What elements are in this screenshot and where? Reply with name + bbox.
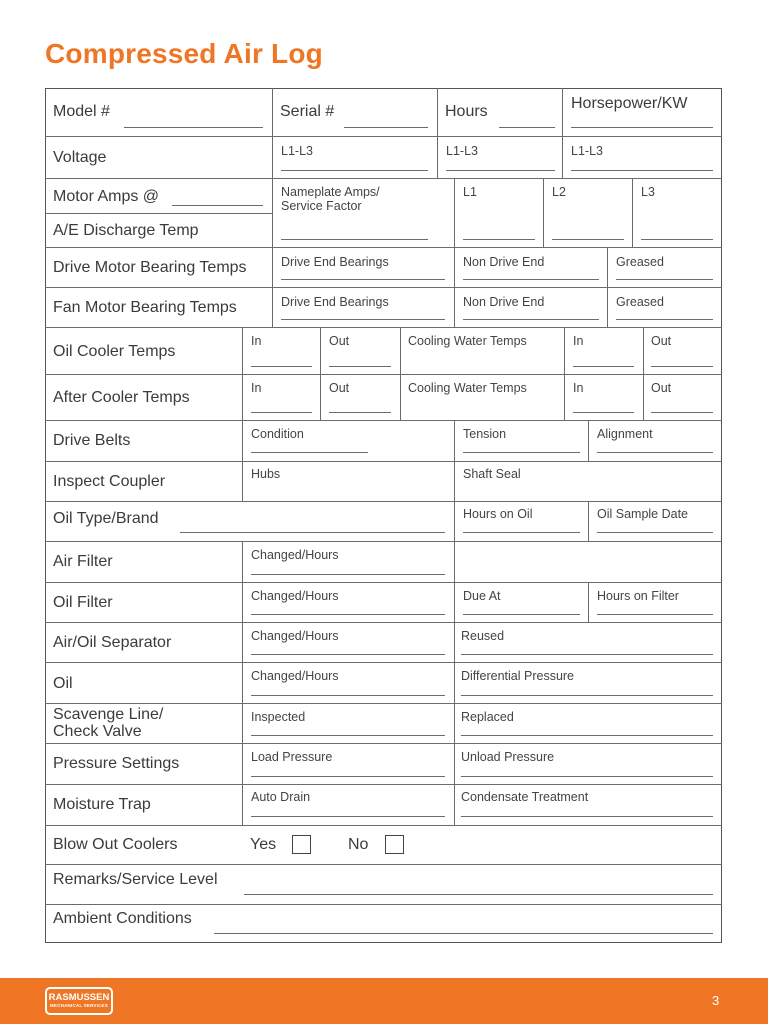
- footer-bar: [0, 978, 768, 1024]
- after-cooler-in-label: In: [251, 381, 262, 395]
- oil-cooler-in2-label: In: [573, 334, 584, 348]
- row-divider: [45, 287, 722, 288]
- pressure-settings-label: Pressure Settings: [53, 755, 180, 772]
- logo-name: RASMUSSEN: [48, 992, 110, 1003]
- oil-filter-label: Oil Filter: [53, 594, 113, 611]
- due-at-label: Due At: [463, 589, 501, 603]
- after-cooler-in-field[interactable]: [251, 412, 312, 413]
- amps-l3-label: L3: [641, 185, 655, 199]
- drive-end-bearings-field[interactable]: [281, 279, 445, 280]
- model-field[interactable]: [124, 127, 263, 128]
- col-divider: [242, 541, 243, 825]
- nameplate-amps-field[interactable]: [281, 239, 428, 240]
- auto-drain-field[interactable]: [251, 816, 445, 817]
- non-drive-end-label: Non Drive End: [463, 255, 545, 269]
- row-divider: [45, 136, 722, 137]
- row-divider: [45, 178, 722, 179]
- voltage-l1-label: L1-L3: [281, 144, 313, 158]
- scavenge-line-label: Scavenge Line/: [53, 706, 164, 723]
- col-divider: [607, 247, 608, 327]
- row-divider: [45, 420, 722, 421]
- motor-amps-field[interactable]: [172, 205, 263, 206]
- nameplate-amps-label: Nameplate Amps/ Service Factor: [281, 185, 380, 213]
- greased-field[interactable]: [616, 279, 713, 280]
- horsepower-field[interactable]: [571, 127, 713, 128]
- row-divider: [45, 784, 722, 785]
- drive-belts-label: Drive Belts: [53, 432, 131, 449]
- yes-label: Yes: [250, 836, 277, 853]
- load-pressure-label: Load Pressure: [251, 750, 333, 764]
- amps-l1-label: L1: [463, 185, 477, 199]
- model-label: Model #: [53, 103, 110, 120]
- col-divider: [320, 327, 321, 420]
- amps-l2-label: L2: [552, 185, 566, 199]
- voltage-label: Voltage: [53, 149, 107, 166]
- serial-field[interactable]: [344, 127, 428, 128]
- voltage-l3-field[interactable]: [571, 170, 713, 171]
- oil-cooler-out2-label: Out: [651, 334, 672, 348]
- col-divider: [454, 541, 455, 825]
- row-divider: [45, 622, 722, 623]
- drive-motor-bearing-label: Drive Motor Bearing Temps: [53, 259, 247, 276]
- oil-cooler-in2-field[interactable]: [573, 366, 634, 367]
- condition-label: Condition: [251, 427, 304, 441]
- oil-cooler-in-field[interactable]: [251, 366, 312, 367]
- oil-changed-field[interactable]: [251, 695, 445, 696]
- yes-checkbox[interactable]: [292, 835, 311, 854]
- row-divider: [45, 541, 722, 542]
- oil-changed-label: Changed/Hours: [251, 669, 339, 683]
- no-label: No: [348, 836, 369, 853]
- after-cooler-in2-field[interactable]: [573, 412, 634, 413]
- hubs-label: Hubs: [251, 467, 281, 481]
- voltage-l3-label: L1-L3: [571, 144, 603, 158]
- separator-changed-label: Changed/Hours: [251, 629, 339, 643]
- oil-filter-changed-label: Changed/Hours: [251, 589, 339, 603]
- amps-l1-field[interactable]: [463, 239, 535, 240]
- greased-label: Greased: [616, 255, 664, 269]
- inspected-label: Inspected: [251, 710, 306, 724]
- remarks-label: Remarks/Service Level: [53, 871, 218, 888]
- non-drive-end-field[interactable]: [463, 279, 599, 280]
- col-divider: [242, 420, 243, 501]
- col-divider: [437, 136, 438, 178]
- differential-pressure-field[interactable]: [461, 695, 713, 696]
- logo-tagline: MECHANICAL SERVICES: [50, 1003, 108, 1008]
- col-divider: [272, 178, 273, 247]
- col-divider: [588, 501, 589, 542]
- fan-greased-label: Greased: [616, 295, 664, 309]
- company-logo: [45, 987, 113, 1015]
- oil-cooler-out-label: Out: [329, 334, 350, 348]
- after-cooler-out-field[interactable]: [329, 412, 391, 413]
- condensate-treatment-field[interactable]: [461, 816, 713, 817]
- blow-out-coolers-label: Blow Out Coolers: [53, 836, 178, 853]
- page-number: 3: [712, 993, 720, 1008]
- oil-sample-date-label: Oil Sample Date: [597, 507, 689, 521]
- after-cooler-label: After Cooler Temps: [53, 389, 190, 406]
- alignment-label: Alignment: [597, 427, 653, 441]
- fan-non-drive-end-label: Non Drive End: [463, 295, 545, 309]
- hours-label: Hours: [445, 103, 488, 120]
- voltage-l2-label: L1-L3: [446, 144, 478, 158]
- oil-type-field[interactable]: [180, 532, 445, 533]
- col-divider: [454, 178, 455, 247]
- col-divider: [562, 136, 563, 178]
- oil-type-label: Oil Type/Brand: [53, 510, 159, 527]
- row-divider: [45, 213, 273, 214]
- page-title: Compressed Air Log: [45, 38, 323, 69]
- horsepower-label: Horsepower/KW: [571, 95, 688, 112]
- voltage-l1-field[interactable]: [281, 170, 428, 171]
- col-divider: [400, 327, 401, 420]
- auto-drain-label: Auto Drain: [251, 790, 311, 804]
- air-filter-changed-label: Changed/Hours: [251, 548, 339, 562]
- ambient-conditions-label: Ambient Conditions: [53, 910, 192, 927]
- col-divider: [272, 136, 273, 178]
- remarks-field[interactable]: [244, 894, 713, 895]
- col-divider: [437, 88, 438, 136]
- row-divider: [45, 501, 722, 502]
- unload-pressure-label: Unload Pressure: [461, 750, 555, 764]
- condensate-treatment-label: Condensate Treatment: [461, 790, 589, 804]
- reused-field[interactable]: [461, 654, 713, 655]
- tension-label: Tension: [463, 427, 507, 441]
- voltage-l2-field[interactable]: [446, 170, 555, 171]
- col-divider: [272, 88, 273, 136]
- hours-on-filter-field[interactable]: [597, 614, 713, 615]
- col-divider: [562, 88, 563, 136]
- replaced-label: Replaced: [461, 710, 514, 724]
- discharge-temp-label: A/E Discharge Temp: [53, 222, 199, 239]
- col-divider: [543, 178, 544, 247]
- replaced-field[interactable]: [461, 735, 713, 736]
- col-divider: [272, 247, 273, 327]
- after-cooler-cw-label: Cooling Water Temps: [408, 381, 527, 395]
- col-divider: [242, 327, 243, 420]
- oil-filter-changed-field[interactable]: [251, 614, 445, 615]
- col-divider: [454, 420, 455, 542]
- oil-cooler-label: Oil Cooler Temps: [53, 343, 176, 360]
- col-divider: [632, 178, 633, 247]
- row-divider: [45, 703, 722, 704]
- hours-field[interactable]: [499, 127, 555, 128]
- col-divider: [588, 582, 589, 622]
- fan-drive-end-bearings-field[interactable]: [281, 319, 445, 320]
- row-divider: [45, 582, 722, 583]
- motor-amps-label: Motor Amps @: [53, 188, 160, 205]
- hours-on-filter-label: Hours on Filter: [597, 589, 679, 603]
- reused-label: Reused: [461, 629, 505, 643]
- ambient-conditions-field[interactable]: [214, 933, 713, 934]
- condition-field[interactable]: [251, 452, 368, 453]
- oil-cooler-in-label: In: [251, 334, 262, 348]
- fan-drive-end-bearings-label: Drive End Bearings: [281, 295, 389, 309]
- load-pressure-field[interactable]: [251, 776, 445, 777]
- row-divider: [45, 904, 722, 905]
- separator-label: Air/Oil Separator: [53, 634, 172, 651]
- after-cooler-out2-label: Out: [651, 381, 672, 395]
- fan-greased-field[interactable]: [616, 319, 713, 320]
- fan-motor-bearing-label: Fan Motor Bearing Temps: [53, 299, 237, 316]
- check-valve-label: Check Valve: [53, 723, 142, 740]
- moisture-trap-label: Moisture Trap: [53, 796, 151, 813]
- row-divider: [45, 247, 722, 248]
- hours-on-oil-field[interactable]: [463, 532, 580, 533]
- alignment-field[interactable]: [597, 452, 713, 453]
- after-cooler-out-label: Out: [329, 381, 350, 395]
- after-cooler-in2-label: In: [573, 381, 584, 395]
- col-divider: [588, 420, 589, 461]
- tension-field[interactable]: [463, 452, 580, 453]
- drive-end-bearings-label: Drive End Bearings: [281, 255, 389, 269]
- air-filter-label: Air Filter: [53, 553, 113, 570]
- hours-on-oil-label: Hours on Oil: [463, 507, 533, 521]
- oil-sample-date-field[interactable]: [597, 532, 713, 533]
- oil-cooler-out2-field[interactable]: [651, 366, 713, 367]
- air-filter-changed-field[interactable]: [251, 574, 445, 575]
- row-divider: [45, 743, 722, 744]
- col-divider: [454, 247, 455, 327]
- unload-pressure-field[interactable]: [461, 776, 713, 777]
- row-divider: [45, 864, 722, 865]
- row-divider: [45, 662, 722, 663]
- row-divider: [45, 825, 722, 826]
- col-divider: [564, 327, 565, 420]
- row-divider: [45, 327, 722, 328]
- row-divider: [45, 461, 722, 462]
- separator-changed-field[interactable]: [251, 654, 445, 655]
- amps-l2-field[interactable]: [552, 239, 624, 240]
- due-at-field[interactable]: [463, 614, 580, 615]
- amps-l3-field[interactable]: [641, 239, 713, 240]
- oil-cooler-out-field[interactable]: [329, 366, 391, 367]
- col-divider: [643, 327, 644, 420]
- oil-cooler-cw-label: Cooling Water Temps: [408, 334, 527, 348]
- differential-pressure-label: Differential Pressure: [461, 669, 575, 683]
- no-checkbox[interactable]: [385, 835, 404, 854]
- shaft-seal-label: Shaft Seal: [463, 467, 521, 481]
- inspect-coupler-label: Inspect Coupler: [53, 473, 166, 490]
- serial-label: Serial #: [280, 103, 335, 120]
- oil-label: Oil: [53, 675, 73, 692]
- after-cooler-out2-field[interactable]: [651, 412, 713, 413]
- inspected-field[interactable]: [251, 735, 445, 736]
- row-divider: [45, 374, 722, 375]
- fan-non-drive-end-field[interactable]: [463, 319, 599, 320]
